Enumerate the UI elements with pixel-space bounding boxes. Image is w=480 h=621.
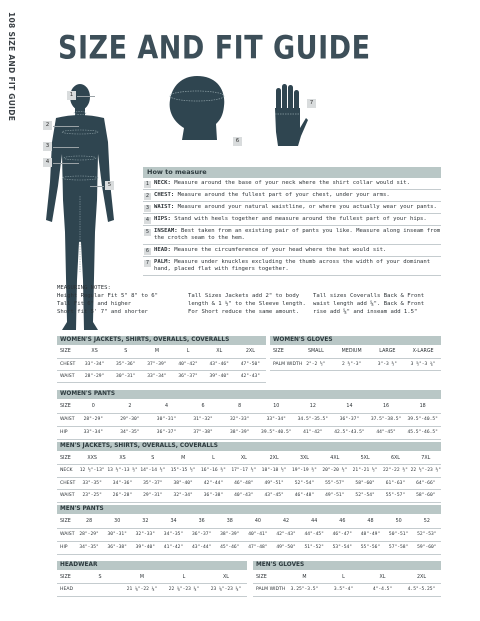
table-header-row — [57, 400, 441, 413]
row-label: CHEST — [57, 477, 77, 490]
table-cell: 10 — [258, 400, 295, 413]
table-cell: XXS — [77, 452, 107, 465]
table-cell: 32 — [131, 515, 159, 528]
row-label: WAIST — [57, 528, 75, 541]
table-cell: XL — [363, 571, 402, 584]
figure-badge-head: 6 — [233, 137, 242, 146]
table-cell: 59"-60" — [413, 541, 441, 554]
table-cell: 14 — [331, 400, 368, 413]
notes-line: Short fit 5' 7" and shorter — [57, 309, 148, 315]
measuring-notes — [57, 284, 158, 316]
table-row — [57, 584, 247, 597]
figure-badge-inseam: 5 — [105, 181, 114, 190]
table-cell — [79, 584, 121, 597]
table-cell: 39"-40" — [131, 541, 159, 554]
table-cell: 53"-54" — [328, 541, 356, 554]
measure-item-number: 3 — [145, 204, 150, 211]
row-label: PALM WIDTH — [270, 358, 298, 370]
table-cell: 39"-40" — [204, 370, 235, 382]
figure-badge-chest: 2 — [43, 121, 52, 130]
table-cell: 38"-39" — [216, 528, 244, 541]
table-cell: 6XL — [380, 452, 410, 465]
table-cell: 39.5"-40.5" — [258, 426, 295, 439]
table-cell: 36"-38" — [198, 490, 228, 503]
table-cell: 5XL — [350, 452, 380, 465]
table-cell: 29"-30" — [112, 413, 149, 426]
table-cell: 40 — [244, 515, 272, 528]
measure-item-number: 6 — [145, 247, 150, 254]
table-cell: XS — [107, 452, 137, 465]
headwear-table — [57, 571, 247, 597]
table-cell: 30"-31" — [110, 370, 141, 382]
table-cell: 55"-56" — [356, 541, 384, 554]
mens-jackets-header: MEN'S JACKETS, SHIRTS, OVERALLS, COVERALLS — [57, 442, 441, 451]
table-cell: 40"-41" — [244, 528, 272, 541]
table-cell: 36"-37" — [188, 528, 216, 541]
table-cell: 34"-35" — [75, 541, 103, 554]
table-cell: 20"-20 ½" — [320, 465, 350, 478]
table-cell: 51"-52" — [300, 541, 328, 554]
measure-item — [143, 245, 441, 257]
table-cell: 48 — [356, 515, 384, 528]
row-label: NECK — [57, 465, 77, 478]
table-row — [57, 541, 441, 554]
notes-line: Tall Fit 6" and higher — [57, 301, 132, 307]
headwear-header: HEADWEAR — [57, 561, 247, 570]
table-cell: 36"-37" — [172, 370, 203, 382]
table-row — [57, 370, 266, 382]
table-cell: 45"-46" — [216, 541, 244, 554]
table-cell: 42.5"-43.5" — [331, 426, 368, 439]
table-cell: M — [285, 571, 324, 584]
table-cell: S — [110, 346, 141, 358]
table-cell: 12 ½"-13" — [77, 465, 107, 478]
table-cell: 64"-66" — [411, 477, 441, 490]
table-cell: 38"-39" — [221, 426, 258, 439]
table-cell: 4XL — [320, 452, 350, 465]
table-row — [57, 528, 441, 541]
table-cell: 30 — [103, 515, 131, 528]
measure-item-label: INSEAM: — [154, 227, 178, 234]
measure-item-label: HEAD: — [154, 246, 171, 253]
womens-pants-table — [57, 400, 441, 440]
table-cell: 30"-31" — [103, 528, 131, 541]
table-cell: 26"-28" — [107, 490, 137, 503]
table-cell: 3"-3 ½" — [370, 358, 406, 370]
table-cell: 3XL — [289, 452, 319, 465]
tall-coverall-notes — [313, 292, 424, 316]
table-cell: 52 — [413, 515, 441, 528]
row-label: SIZE — [253, 571, 285, 584]
table-cell: 34.5"-35.5" — [295, 413, 332, 426]
table-cell: 33"-34" — [79, 358, 110, 370]
table-cell: X-LARGE — [405, 346, 441, 358]
measure-item-text: Measure around your natural waistline, or where you actually wear your pants. — [177, 203, 437, 210]
table-cell: 4"-4.5" — [363, 584, 402, 597]
row-label: SIZE — [270, 346, 298, 358]
measure-item — [143, 190, 441, 202]
row-label: HIP — [57, 541, 75, 554]
table-row — [57, 426, 441, 439]
table-cell: 48"-49" — [356, 528, 384, 541]
table-cell: 47"-48" — [244, 541, 272, 554]
notes-line: For Short reduce the same amount. — [188, 309, 300, 315]
side-label — [7, 12, 19, 142]
table-cell: 8 — [221, 400, 258, 413]
side-label-text: 108 SIZE AND FIT GUIDE — [7, 12, 16, 122]
row-label: SIZE — [57, 515, 75, 528]
table-cell: 33"-34" — [141, 370, 172, 382]
table-cell: MEDIUM — [334, 346, 370, 358]
how-to-measure-heading: How to measure — [143, 167, 441, 178]
table-cell: 34"-36" — [107, 477, 137, 490]
row-label: SIZE — [57, 571, 79, 584]
table-cell: 18 — [404, 400, 441, 413]
table-cell: L — [198, 452, 228, 465]
table-cell: 44 — [300, 515, 328, 528]
table-cell: 47"-50" — [235, 358, 266, 370]
table-cell: 18"-18 ½" — [259, 465, 289, 478]
womens-jackets-table — [57, 346, 266, 383]
measure-item-number: 4 — [145, 216, 150, 223]
table-cell: 12 — [295, 400, 332, 413]
figure-badge-hips: 4 — [43, 158, 52, 167]
table-cell: 38"-40" — [168, 477, 198, 490]
figure-badge-neck: 1 — [67, 91, 76, 100]
table-cell: 44"-45" — [300, 528, 328, 541]
table-cell: 28"-29" — [75, 413, 112, 426]
notes-line: MEASURING NOTES: — [57, 285, 111, 291]
how-to-measure-panel — [143, 167, 441, 276]
measure-item — [143, 178, 441, 190]
table-cell: 46"-48" — [289, 490, 319, 503]
table-cell: M — [141, 346, 172, 358]
table-cell: 16 — [368, 400, 405, 413]
table-cell: 43"-45" — [259, 490, 289, 503]
table-cell: 13 ½"-13 ½" — [107, 465, 137, 478]
table-cell: 39.5"-40.5" — [404, 413, 441, 426]
table-cell: 44"-45" — [368, 426, 405, 439]
table-header-row — [253, 571, 441, 584]
table-cell: 42"-44" — [198, 477, 228, 490]
table-cell: 19"-19 ½" — [289, 465, 319, 478]
table-cell: M — [121, 571, 163, 584]
measure-item-text: Best taken from an existing pair of pants you like. Measure along inseam from the crotch seam to the hem. — [154, 227, 441, 241]
measure-item-text: Stand with heels together and measure around the fullest part of your hips. — [174, 215, 427, 222]
table-cell: 61"-63" — [380, 477, 410, 490]
table-cell: 50"-51" — [385, 528, 413, 541]
row-label: WAIST — [57, 490, 77, 503]
table-cell: 50 — [385, 515, 413, 528]
table-cell: SMALL — [298, 346, 334, 358]
table-row — [57, 465, 441, 478]
table-cell: 57"-58" — [385, 541, 413, 554]
table-cell: 32"-34" — [168, 490, 198, 503]
table-cell: 28"-29" — [75, 528, 103, 541]
table-cell: 21 ⅛"-22 ⅛" — [121, 584, 163, 597]
table-cell: 43"-46" — [204, 358, 235, 370]
table-cell: 16"-16 ½" — [198, 465, 228, 478]
row-label: PALM WIDTH — [253, 584, 285, 597]
womens-jackets-header: WOMEN'S JACKETS, SHIRTS, OVERALLS, COVERALLS — [57, 336, 266, 345]
table-cell: 3.25"-3.5" — [285, 584, 324, 597]
table-cell: 41"-42" — [159, 541, 187, 554]
measure-item — [143, 257, 441, 276]
head-silhouette-icon — [162, 74, 232, 144]
table-cell: 52"-53" — [413, 528, 441, 541]
table-cell: 2XL — [402, 571, 441, 584]
table-cell: 37"-38" — [185, 426, 222, 439]
table-cell: 3 ½"-3 ¾" — [405, 358, 441, 370]
table-cell: 49"-50" — [272, 541, 300, 554]
measure-item — [143, 226, 441, 245]
table-cell: 21"-21 ½" — [350, 465, 380, 478]
table-cell: 49"-51" — [259, 477, 289, 490]
table-cell: 37"-39" — [141, 358, 172, 370]
table-cell: XL — [204, 346, 235, 358]
measure-item — [143, 202, 441, 214]
table-cell: XL — [229, 452, 259, 465]
table-cell: 41"-42" — [295, 426, 332, 439]
row-label: SIZE — [57, 452, 77, 465]
measure-item-number: 7 — [145, 259, 150, 266]
table-cell: 36 — [188, 515, 216, 528]
table-cell: 32"-33" — [221, 413, 258, 426]
table-cell: 32"-33" — [131, 528, 159, 541]
table-row — [57, 358, 266, 370]
table-cell: 38 — [216, 515, 244, 528]
row-label: SIZE — [57, 400, 75, 413]
table-row — [253, 584, 441, 597]
table-cell: 4.5"-5.25" — [402, 584, 441, 597]
table-cell: 29"-31" — [138, 490, 168, 503]
table-cell: 2 — [112, 400, 149, 413]
table-cell: 7XL — [411, 452, 441, 465]
table-cell: 33"-34" — [258, 413, 295, 426]
table-cell: 36"-38" — [103, 541, 131, 554]
table-cell: S — [138, 452, 168, 465]
table-cell: L — [172, 346, 203, 358]
notes-line: waist length add ⅝". Back & Front — [313, 301, 425, 307]
measure-item-number: 1 — [145, 180, 150, 187]
table-cell: 40"-42" — [172, 358, 203, 370]
table-cell: 43"-44" — [188, 541, 216, 554]
table-cell: 17"-17 ½" — [229, 465, 259, 478]
table-cell: 23"-25" — [77, 490, 107, 503]
table-cell: 36"-37" — [148, 426, 185, 439]
table-cell: 52"-54" — [350, 490, 380, 503]
table-cell: 33"-34" — [75, 426, 112, 439]
table-cell: 22 ½"-23 ½" — [411, 465, 441, 478]
table-cell: XS — [79, 346, 110, 358]
notes-line: Tall sizes Coveralls Back & Front — [313, 293, 425, 299]
row-label: HIP — [57, 426, 75, 439]
table-cell: 37.5"-38.5" — [368, 413, 405, 426]
table-cell: 45.5"-46.5" — [404, 426, 441, 439]
measure-item-label: NECK: — [154, 179, 171, 186]
table-cell: 22"-22 ½" — [380, 465, 410, 478]
measure-item-text: Measure around the base of your neck where the shirt collar would sit. — [174, 179, 410, 186]
mens-gloves-header: MEN'S GLOVES — [253, 561, 441, 570]
table-header-row — [57, 571, 247, 584]
table-header-row — [57, 452, 441, 465]
measure-item — [143, 214, 441, 226]
measure-item-text: Measure around the fullest part of your chest, under your arms. — [177, 191, 390, 198]
table-cell: 55"-57" — [320, 477, 350, 490]
table-header-row — [57, 346, 266, 358]
table-row — [57, 477, 441, 490]
measure-item-label: PALM: — [154, 258, 171, 265]
row-label: WAIST — [57, 370, 79, 382]
notes-line: rise add ⅝" and inseam add 1.5" — [313, 309, 418, 315]
table-cell: LARGE — [370, 346, 406, 358]
figure-badge-waist: 3 — [43, 142, 52, 151]
notes-line: Height Regular Fit 5" 8" to 6" — [57, 293, 159, 299]
table-cell: 46"-47" — [328, 528, 356, 541]
table-cell: 28"-29" — [79, 370, 110, 382]
womens-gloves-header: WOMEN'S GLOVES — [270, 336, 441, 345]
table-cell: 36"-37" — [331, 413, 368, 426]
row-label: SIZE — [57, 346, 79, 358]
table-cell: 34"-35" — [159, 528, 187, 541]
table-cell: 46 — [328, 515, 356, 528]
measure-item-label: WAIST: — [154, 203, 175, 210]
table-cell: 4 — [148, 400, 185, 413]
table-cell: 23 ⅛"-23 ⅝" — [205, 584, 247, 597]
table-cell: 2 ½"-3" — [334, 358, 370, 370]
table-cell: 3.5"-4" — [324, 584, 363, 597]
measure-item-label: HIPS: — [154, 215, 171, 222]
table-cell: 30"-31" — [148, 413, 185, 426]
hand-silhouette-icon — [268, 82, 308, 148]
table-cell: 42 — [272, 515, 300, 528]
table-cell: 33"-35" — [77, 477, 107, 490]
page-title: SIZE AND FIT GUIDE — [58, 30, 371, 67]
table-cell: 22 ⅝"-23 ⅝" — [163, 584, 205, 597]
table-cell: 14"-14 ½" — [138, 465, 168, 478]
table-cell: 28 — [75, 515, 103, 528]
table-cell: 0 — [75, 400, 112, 413]
table-cell: 2XL — [259, 452, 289, 465]
table-cell: 58"-60" — [411, 490, 441, 503]
table-cell: 31"-32" — [185, 413, 222, 426]
table-cell: 35"-37" — [138, 477, 168, 490]
table-header-row — [57, 515, 441, 528]
table-cell: XL — [205, 571, 247, 584]
table-cell: 42"-43" — [235, 370, 266, 382]
measure-item-label: CHEST: — [154, 191, 175, 198]
table-cell: 6 — [185, 400, 222, 413]
table-cell: 40"-43" — [229, 490, 259, 503]
figure-badge-palm: 7 — [307, 99, 316, 108]
table-cell: 42"-43" — [272, 528, 300, 541]
table-cell: 34"-35" — [112, 426, 149, 439]
mens-gloves-table — [253, 571, 441, 597]
table-cell: 58"-60" — [350, 477, 380, 490]
table-row — [57, 490, 441, 503]
table-cell: M — [168, 452, 198, 465]
table-header-row — [270, 346, 441, 358]
table-cell: 2"-2 ½" — [298, 358, 334, 370]
table-cell: S — [79, 571, 121, 584]
row-label: HEAD — [57, 584, 79, 597]
table-cell: 2XL — [235, 346, 266, 358]
measure-item-text: Measure the circumference of your head where the hat would sit. — [174, 246, 387, 253]
mens-jackets-table — [57, 452, 441, 503]
mens-pants-table — [57, 515, 441, 555]
table-cell: 55"-57" — [380, 490, 410, 503]
table-cell: 15"-15 ½" — [168, 465, 198, 478]
measure-item-number: 2 — [145, 192, 150, 199]
measure-item-number: 5 — [145, 228, 150, 235]
measure-item-text: Measure under knuckles excluding the thumb across the width of your dominant hand, placed flat with fingers together. — [154, 258, 431, 272]
womens-gloves-table — [270, 346, 441, 371]
table-cell: 46"-48" — [229, 477, 259, 490]
tall-jacket-notes — [188, 292, 306, 316]
table-cell: 35"-36" — [110, 358, 141, 370]
row-label: WAIST — [57, 413, 75, 426]
table-cell: 34 — [159, 515, 187, 528]
row-label: CHEST — [57, 358, 79, 370]
table-cell: 52"-54" — [289, 477, 319, 490]
table-cell: 49"-51" — [320, 490, 350, 503]
table-row — [57, 413, 441, 426]
mens-pants-header: MEN'S PANTS — [57, 505, 441, 514]
notes-line: length & 1 ½" to the Sleeve length. — [188, 301, 306, 307]
table-cell: L — [163, 571, 205, 584]
notes-line: Tall Sizes Jackets add 2" to body — [188, 293, 300, 299]
table-cell: L — [324, 571, 363, 584]
table-row — [270, 358, 441, 370]
womens-pants-header: WOMEN'S PANTS — [57, 390, 441, 399]
